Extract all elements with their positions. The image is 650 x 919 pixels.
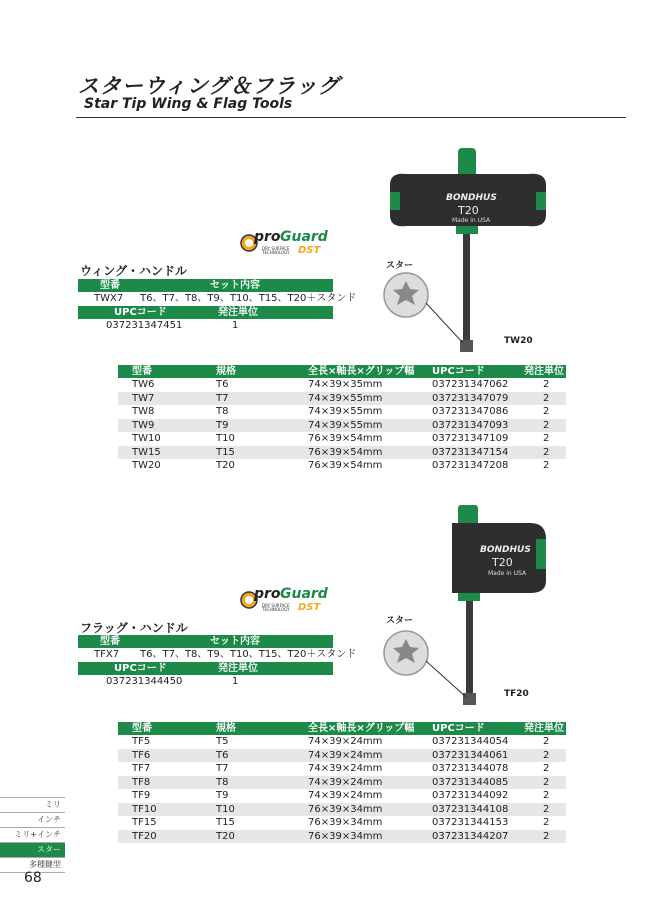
wing-handle-illustration [370,140,600,365]
cell-size: T20 [216,830,235,842]
proguard-dst-text: DST [298,602,321,613]
cell-upc: 037231347062 [432,379,509,390]
upc-value: 037231347451 [106,320,183,331]
cell-model: TF9 [132,790,151,801]
col-order-unit: 発注単位 [524,366,564,377]
cell-order-unit: 2 [543,392,550,404]
flag-brand-text: BONDHUS [480,545,531,555]
table-row [118,432,566,446]
table-row [118,405,566,419]
table-row [118,378,566,392]
wing-brand-text: BONDHUS [446,193,497,203]
table-row [118,735,566,749]
wing-set-header [78,279,333,292]
col-model: 型番 [132,723,152,734]
cell-size: T7 [216,763,229,774]
page-number: 68 [24,870,42,886]
cell-order-unit: 2 [543,803,550,815]
wing-set-row [78,292,357,305]
order-unit-header: 発注単位 [218,663,258,674]
title-divider [76,117,626,118]
proguard-guard-text: Guard [280,586,328,602]
cell-upc: 037231344108 [432,803,509,815]
cell-upc: 037231344054 [432,736,509,747]
cell-upc: 037231347109 [432,433,509,444]
table-row [118,830,566,844]
cell-order-unit: 2 [543,433,550,444]
flag-section-label: フラッグ・ハンドル [80,621,188,635]
flag-star-callout: スター [386,616,414,626]
cell-model: TF10 [132,803,157,815]
flag-set-header [78,635,333,648]
cell-order-unit: 2 [543,763,550,774]
wing-table-body [118,378,566,473]
wing-section-label: ウィング・ハンドル [80,264,188,278]
cell-model: TW8 [132,406,155,417]
table-row [118,816,566,830]
cell-model: TW10 [132,433,161,444]
wing-size-text: T20 [458,204,479,217]
cell-order-unit: 2 [543,790,550,801]
table-row [118,392,566,406]
set-header-model: 型番 [100,636,120,647]
set-model: TWX7 [94,293,124,304]
cell-dimensions: 74×39×35mm [308,379,383,390]
table-row [118,459,566,473]
cell-order-unit: 2 [543,419,550,431]
table-row [118,419,566,433]
order-unit-value: 1 [232,676,239,687]
cell-upc: 037231344153 [432,817,509,828]
cell-dimensions: 74×39×24mm [308,776,383,788]
proguard-subtext: DRY SURFACE TECHNOLOGY [262,603,290,612]
wing-handle-icon [370,140,600,365]
cell-dimensions: 76×39×54mm [308,446,383,458]
set-contents: T6、T7、T8、T9、T10、T15、T20＋スタンド [140,649,357,660]
flag-handle-icon [370,495,600,720]
cell-size: T8 [216,776,229,788]
cell-size: T7 [216,392,229,404]
cell-model: TF8 [132,776,151,788]
wing-upc-header [78,306,333,319]
flag-upc-row [78,675,333,688]
wing-spec-table [118,365,566,473]
proguard-subtext: DRY SURFACE TECHNOLOGY [262,246,290,255]
cell-size: T20 [216,460,235,471]
cell-upc: 037231344061 [432,749,509,761]
cell-model: TF20 [132,830,157,842]
page-title: スターウィング＆フラッグ [78,74,340,98]
wing-set-table [78,279,357,332]
cell-order-unit: 2 [543,830,550,842]
proguard-pro-text: pro [254,586,281,602]
cell-upc: 037231347154 [432,446,509,458]
cell-size: T5 [216,736,229,747]
cell-model: TW15 [132,446,161,458]
upc-header: UPCコード [114,307,167,318]
wing-table-header [118,365,566,378]
table-row [118,803,566,817]
col-dimensions: 全長×軸長×グリップ幅 [308,366,415,377]
col-model: 型番 [132,366,152,377]
table-row [118,749,566,763]
cell-dimensions: 76×39×54mm [308,433,383,444]
table-row [118,776,566,790]
proguard-pro-text: pro [254,229,281,245]
cell-upc: 037231344207 [432,830,509,842]
page-subtitle: Star Tip Wing & Flag Tools [84,96,293,112]
set-header-model: 型番 [100,280,120,291]
col-upc: UPCコード [432,366,485,377]
order-unit-value: 1 [232,320,239,331]
cell-upc: 037231347086 [432,406,509,417]
upc-header: UPCコード [114,663,167,674]
side-nav-item[interactable]: インチ [0,813,65,828]
cell-order-unit: 2 [543,406,550,417]
set-header-contents: セット内容 [210,636,260,647]
proguard-guard-text: Guard [280,229,328,245]
cell-model: TF6 [132,749,151,761]
table-row [118,446,566,460]
col-dimensions: 全長×軸長×グリップ幅 [308,723,415,734]
cell-upc: 037231347079 [432,392,509,404]
set-model: TFX7 [94,649,120,660]
side-index-nav [0,797,65,873]
cell-dimensions: 74×39×24mm [308,763,383,774]
col-upc: UPCコード [432,723,485,734]
cell-size: T8 [216,406,229,417]
proguard-logo [240,585,332,615]
set-contents: T6、T7、T8、T9、T10、T15、T20＋スタンド [140,293,357,304]
cell-order-unit: 2 [543,460,550,471]
cell-upc: 037231347208 [432,460,509,471]
cell-size: T9 [216,790,229,801]
cell-order-unit: 2 [543,446,550,458]
cell-dimensions: 76×39×34mm [308,830,383,842]
flag-size-text: T20 [492,556,513,569]
cell-dimensions: 74×39×24mm [308,749,383,761]
proguard-dst-text: DST [298,245,321,256]
cell-model: TF5 [132,736,151,747]
cell-dimensions: 76×39×34mm [308,817,383,828]
cell-upc: 037231344085 [432,776,509,788]
flag-model-label: TF20 [504,689,529,699]
wing-model-label: TW20 [504,336,533,346]
cell-dimensions: 76×39×54mm [308,460,383,471]
cell-upc: 037231344092 [432,790,509,801]
proguard-logo [240,228,332,258]
cell-dimensions: 74×39×24mm [308,790,383,801]
cell-order-unit: 2 [543,749,550,761]
set-header-contents: セット内容 [210,280,260,291]
cell-dimensions: 74×39×55mm [308,392,383,404]
cell-model: TF7 [132,763,151,774]
cell-upc: 037231347093 [432,419,509,431]
table-row [118,762,566,776]
cell-size: T15 [216,446,235,458]
side-nav-item[interactable]: ミリ+インチ [0,828,65,843]
cell-dimensions: 74×39×55mm [308,406,383,417]
cell-size: T10 [216,803,235,815]
cell-model: TW20 [132,460,161,471]
flag-spec-table [118,722,566,843]
cell-size: T9 [216,419,229,431]
flag-table-body [118,735,566,843]
cell-order-unit: 2 [543,776,550,788]
cell-dimensions: 76×39×34mm [308,803,383,815]
flag-made-in: Made in USA [488,570,527,577]
cell-model: TW9 [132,419,155,431]
flag-set-row [78,648,357,661]
flag-handle-illustration [370,495,600,720]
cell-model: TW6 [132,379,155,390]
side-nav-item[interactable]: スター [0,843,65,858]
wing-star-callout: スター [386,261,414,271]
cell-size: T15 [216,817,235,828]
flag-table-header [118,722,566,735]
cell-dimensions: 74×39×55mm [308,419,383,431]
cell-order-unit: 2 [543,817,550,828]
side-nav-item[interactable]: ミリ [0,798,65,813]
wing-made-in: Made in USA [452,217,491,224]
cell-model: TW7 [132,392,155,404]
col-size: 規格 [216,723,236,734]
order-unit-header: 発注単位 [218,307,258,318]
table-row [118,789,566,803]
side-nav-item[interactable]: 多種鍵型 [0,858,65,873]
cell-size: T10 [216,433,235,444]
flag-upc-header [78,662,333,675]
wing-upc-row [78,319,333,332]
cell-size: T6 [216,749,229,761]
col-size: 規格 [216,366,236,377]
cell-order-unit: 2 [543,736,550,747]
cell-model: TF15 [132,817,157,828]
flag-set-table [78,635,357,688]
cell-upc: 037231344078 [432,763,509,774]
upc-value: 037231344450 [106,676,183,687]
cell-size: T6 [216,379,229,390]
cell-dimensions: 74×39×24mm [308,736,383,747]
cell-order-unit: 2 [543,379,550,390]
col-order-unit: 発注単位 [524,723,564,734]
